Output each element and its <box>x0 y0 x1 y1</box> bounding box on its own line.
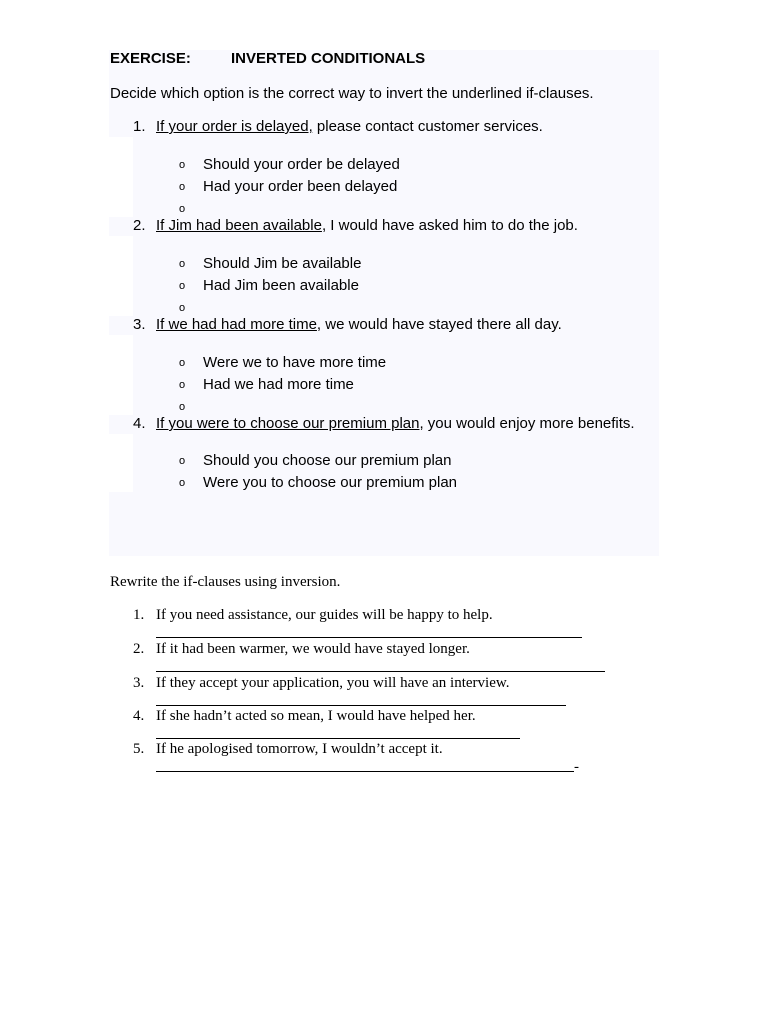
line-end-mark: - <box>574 759 579 775</box>
rewrite-sentence: If you need assistance, our guides will be happy to help. <box>156 607 493 623</box>
bullet-icon: o <box>179 159 186 171</box>
question-text <box>156 316 562 334</box>
underlined-if-clause: If you were to choose our premium plan <box>156 415 420 432</box>
main-clause: , I would have asked him to do the job. <box>321 217 578 234</box>
shade-gap <box>109 434 133 492</box>
exercise-label: EXERCISE: <box>110 50 191 67</box>
question-number: 4. <box>133 415 146 432</box>
rewrite-sentence: If he apologised tomorrow, I wouldn’t accept it. <box>156 741 443 757</box>
option-text: Had Jim been available <box>203 277 359 294</box>
rewrite-sentence: If it had been warmer, we would have stayed longer. <box>156 641 470 657</box>
answer-line[interactable] <box>156 705 566 706</box>
shade-gap <box>109 236 133 316</box>
bullet-icon: o <box>179 280 186 292</box>
exercise-instruction: Decide which option is the correct way to invert the underlined if-clauses. <box>110 85 594 102</box>
option-text: Should Jim be available <box>203 255 362 272</box>
shade-gap <box>109 335 133 415</box>
question-number: 2. <box>133 217 146 234</box>
main-clause: please contact customer services. <box>312 118 543 135</box>
question-number: 1. <box>133 118 146 135</box>
rewrite-number: 4. <box>133 708 145 724</box>
rewrite-number: 1. <box>133 607 145 623</box>
main-clause: , you would enjoy more benefits. <box>419 415 635 432</box>
question-text <box>156 415 635 433</box>
main-clause: , we would have stayed there all day. <box>316 316 562 333</box>
underlined-if-clause: If Jim had been available <box>156 217 322 234</box>
answer-line[interactable] <box>156 738 520 739</box>
bullet-icon: o <box>179 357 186 369</box>
bullet-icon: o <box>179 379 186 391</box>
option-text: Were we to have more time <box>203 354 387 371</box>
question-number: 3. <box>133 316 146 333</box>
rewrite-sentence: If they accept your application, you will have an interview. <box>156 675 510 691</box>
rewrite-number: 2. <box>133 641 145 657</box>
underlined-if-clause: If your order is delayed, <box>156 118 313 135</box>
question-text <box>156 118 543 136</box>
bullet-icon: o <box>179 477 186 489</box>
bullet-icon: o <box>179 258 186 270</box>
bullet-icon: o <box>179 302 186 314</box>
question-text <box>156 217 578 235</box>
option-text: Were you to choose our premium plan <box>203 474 458 491</box>
option-text: Should your order be delayed <box>203 156 400 173</box>
option-text: Should you choose our premium plan <box>203 452 452 469</box>
rewrite-number: 3. <box>133 675 145 691</box>
rewrite-instruction: Rewrite the if-clauses using inversion. <box>110 574 341 590</box>
option-text: Had your order been delayed <box>203 178 398 195</box>
shade-gap <box>109 137 133 217</box>
bullet-icon: o <box>179 181 186 193</box>
underlined-if-clause: If we had had more time <box>156 316 317 333</box>
bullet-icon: o <box>179 455 186 467</box>
bullet-icon: o <box>179 203 186 215</box>
rewrite-sentence: If she hadn’t acted so mean, I would have helped her. <box>156 708 476 724</box>
rewrite-number: 5. <box>133 741 145 757</box>
answer-line[interactable] <box>156 671 605 672</box>
exercise-title: INVERTED CONDITIONALS <box>231 50 426 67</box>
bullet-icon: o <box>179 401 186 413</box>
answer-line[interactable] <box>156 637 582 638</box>
answer-line[interactable] <box>156 771 574 772</box>
option-text: Had we had more time <box>203 376 354 393</box>
